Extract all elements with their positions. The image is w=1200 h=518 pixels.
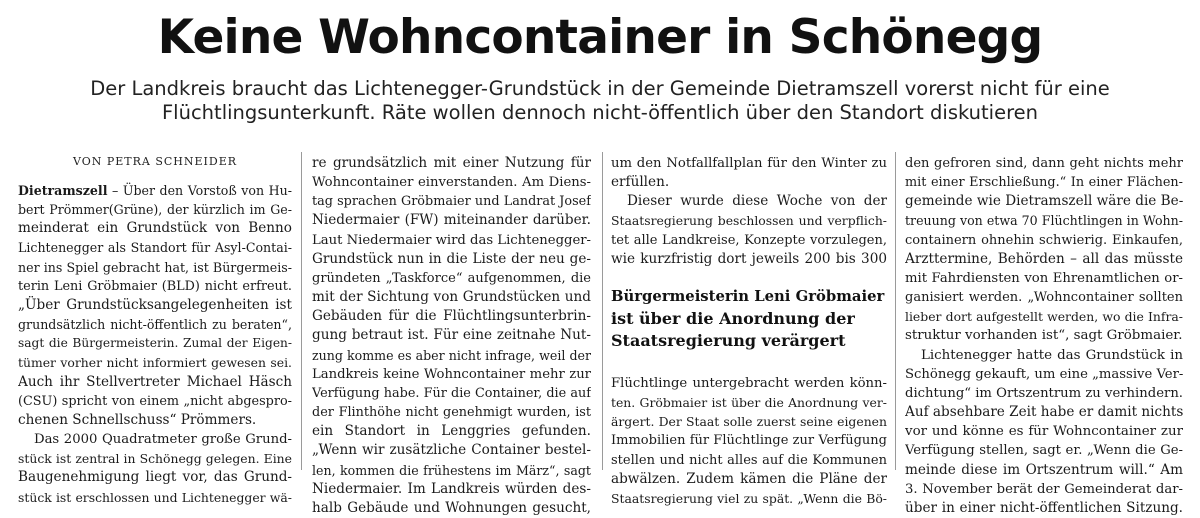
text-line: meinderat ein Grundstück von Benno <box>18 220 292 237</box>
text-line: Immobilien für Flüchtlinge zur Verfügung <box>611 433 887 449</box>
text-line: Niedermaier (FW) miteinander darüber. <box>312 212 591 229</box>
text-line: Niedermaier. Im Landkreis würden des- <box>312 480 591 497</box>
text-line: Verfügung stellen, sagt er. „Wenn die Ge- <box>905 443 1183 459</box>
text-line: Auch ihr Stellvertreter Michael Häsch <box>18 373 292 390</box>
text-line: gung betraut ist. Für eine zeitnahe Nut- <box>312 327 591 344</box>
text-line: bert Prömmer(Grüne), der kürzlich im Ge- <box>18 202 292 218</box>
text-line: ein Standort in Lenggries gefunden. <box>312 423 591 440</box>
crosshead-line: ist über die Anordnung der <box>611 308 855 328</box>
text-line: gemeinde wie Dietramszell wäre die Be- <box>905 193 1183 210</box>
text-line: ten. Gröbmaier ist über die Anordnung ver- <box>611 395 887 411</box>
text-line: stück ist erschlossen und Lichtenegger wä- <box>18 489 292 505</box>
subheadline-line: Flüchtlingsunterkunft. Räte wollen dennoch nicht-öffentlich über den Standort diskutieren <box>161 101 1039 124</box>
text-line: len, kommen die frühestens im März“, sagt <box>312 462 591 478</box>
text-line: Flüchtlinge untergebracht werden könn- <box>611 375 887 391</box>
text-line: vor und könne es für Wohncontainer zur <box>905 424 1183 440</box>
text-line: abwälzen. Zudem kämen die Pläne der <box>611 470 887 487</box>
text-line: über in einer nicht-öffentlichen Sitzung. <box>905 499 1183 516</box>
text-line: chenen Schnellschuss“ Prömmers. <box>18 411 257 428</box>
text-line: Staatsregierung viel zu spät. „Wenn die Bö- <box>611 490 887 506</box>
article-headline: Keine Wohncontainer in Schönegg <box>157 10 1043 65</box>
text-line: erfüllen. <box>611 174 670 191</box>
text-line: meinde diese im Ortszentrum will.“ Am <box>905 461 1183 478</box>
text-line: „Wenn wir zusätzliche Container bestel- <box>312 442 591 459</box>
text-line: tag sprachen Gröbmaier und Landrat Josef <box>312 194 591 210</box>
text-line: dichtung“ im Ortszentrum zu verhindern. <box>905 385 1183 401</box>
text-line: tet alle Landkreise, Konzepte vorzulegen, <box>611 232 887 248</box>
column-divider <box>301 152 302 470</box>
text-line: zung komme es aber nicht infrage, weil der <box>312 347 591 363</box>
text-line: 3. November berät der Gemeinderat dar- <box>905 481 1183 497</box>
text-line: ner ins Spiel gebracht hat, ist Bürgermeis- <box>18 259 292 275</box>
text-line: gründeten „Taskforce“ aufgenommen, die <box>312 270 591 286</box>
text-line: Baugenehmigung liegt vor, das Grund- <box>18 469 292 486</box>
text-line: grundsätzlich nicht-öffentlich zu beraten“, <box>18 317 292 333</box>
article-subheadline <box>60 77 1140 125</box>
text-line: Das 2000 Quadratmeter große Grund- <box>34 432 292 448</box>
text-line: Laut Niedermaier wird das Lichtenegger- <box>312 232 591 248</box>
text-column-3 <box>611 154 887 508</box>
text-line: (CSU) spricht von einem „nicht abgespro- <box>18 393 292 409</box>
text-line: mit der Sichtung von Grundstücken und <box>312 289 591 306</box>
text-line: wie kurzfristig dort jeweils 200 bis 300 <box>611 250 887 267</box>
text-line: Schönegg gekauft, um eine „massive Ver- <box>905 366 1183 382</box>
subheadline-line: Der Landkreis braucht das Lichtenegger-Grundstück in der Gemeinde Dietramszell vorerst nicht für eine <box>90 77 1110 100</box>
text-line: mit einer Erschließung.“ In einer Flächen- <box>905 175 1183 191</box>
text-column-4 <box>905 154 1183 518</box>
text-line: Grundstück nun in die Liste der neu ge- <box>312 250 591 267</box>
text-line: Dietramszell – Über den Vorstoß von Hu- <box>18 183 292 198</box>
text-line: „Über Grundstücksangelegenheiten ist <box>18 296 292 313</box>
text-line: Staatsregierung beschlossen und verpflich- <box>611 213 887 229</box>
text-line: Verfügung habe. Für die Container, die auf <box>312 385 591 401</box>
text-line: struktur vorhanden ist“, sagt Gröbmaier. <box>905 328 1183 344</box>
text-line: Auf absehbare Zeit habe er damit nichts <box>905 404 1183 421</box>
text-line: um den Notfallfallplan für den Winter zu <box>611 156 887 171</box>
author-byline: VON PETRA SCHNEIDER <box>72 155 238 168</box>
text-line: Lichtenegger hatte das Grundstück in <box>921 347 1183 363</box>
text-line: mit Fahrdiensten von Ehrenamtlichen or- <box>905 270 1183 286</box>
text-column-2 <box>312 154 591 518</box>
text-line: re grundsätzlich mit einer Nutzung für <box>312 155 591 171</box>
text-line: den gefroren sind, dann geht nichts mehr <box>905 156 1183 171</box>
text-line: Gebäuden für die Flüchtlingsunterbrin- <box>312 308 591 325</box>
text-line: Dieser wurde diese Woche von der <box>627 193 887 210</box>
text-line: Arzttermine, Behörden – all das müsste <box>905 250 1183 267</box>
text-line: stellen und nicht alles auf die Kommunen <box>611 452 887 468</box>
crosshead <box>611 286 887 352</box>
text-line: ärgert. Der Staat solle zuerst seine eigenen <box>611 414 887 430</box>
text-line: containern ohnehin schwierig. Einkaufen, <box>905 232 1183 248</box>
text-line: Wohncontainer einverstanden. Am Diens- <box>312 175 591 191</box>
text-line: der Flinthöhe nicht genehmigt wurden, ist <box>312 405 591 421</box>
text-line: ganisiert werden. „Wohncontainer sollten <box>905 290 1183 306</box>
text-line: sagt die Bürgermeisterin. Zumal der Eigen- <box>18 336 292 351</box>
text-line: terin Leni Gröbmaier (BLD) nicht erfreut. <box>18 278 292 294</box>
text-line: lieber dort aufgestellt werden, wo die Infra- <box>905 309 1183 325</box>
text-line: stück ist zentral in Schönegg gelegen. Eine <box>18 451 292 467</box>
text-line: Landkreis keine Wohncontainer mehr zur <box>312 366 591 382</box>
text-line: halb Gebäude und Wohnungen gesucht, <box>312 499 591 516</box>
text-line: tümer vorher nicht informiert gewesen sei. <box>18 355 292 371</box>
column-divider <box>895 152 896 470</box>
dateline-place: Dietramszell <box>18 183 108 198</box>
column-divider <box>602 152 603 470</box>
crosshead-line: Staatsregierung verärgert <box>611 330 846 350</box>
text-line: treuung von etwa 70 Flüchtlingen in Wohn- <box>905 213 1183 229</box>
text-line: Lichtenegger als Standort für Asyl-Contai- <box>18 240 292 256</box>
text-column-1 <box>18 154 292 507</box>
crosshead-line: Bürgermeisterin Leni Gröbmaier <box>611 287 885 305</box>
